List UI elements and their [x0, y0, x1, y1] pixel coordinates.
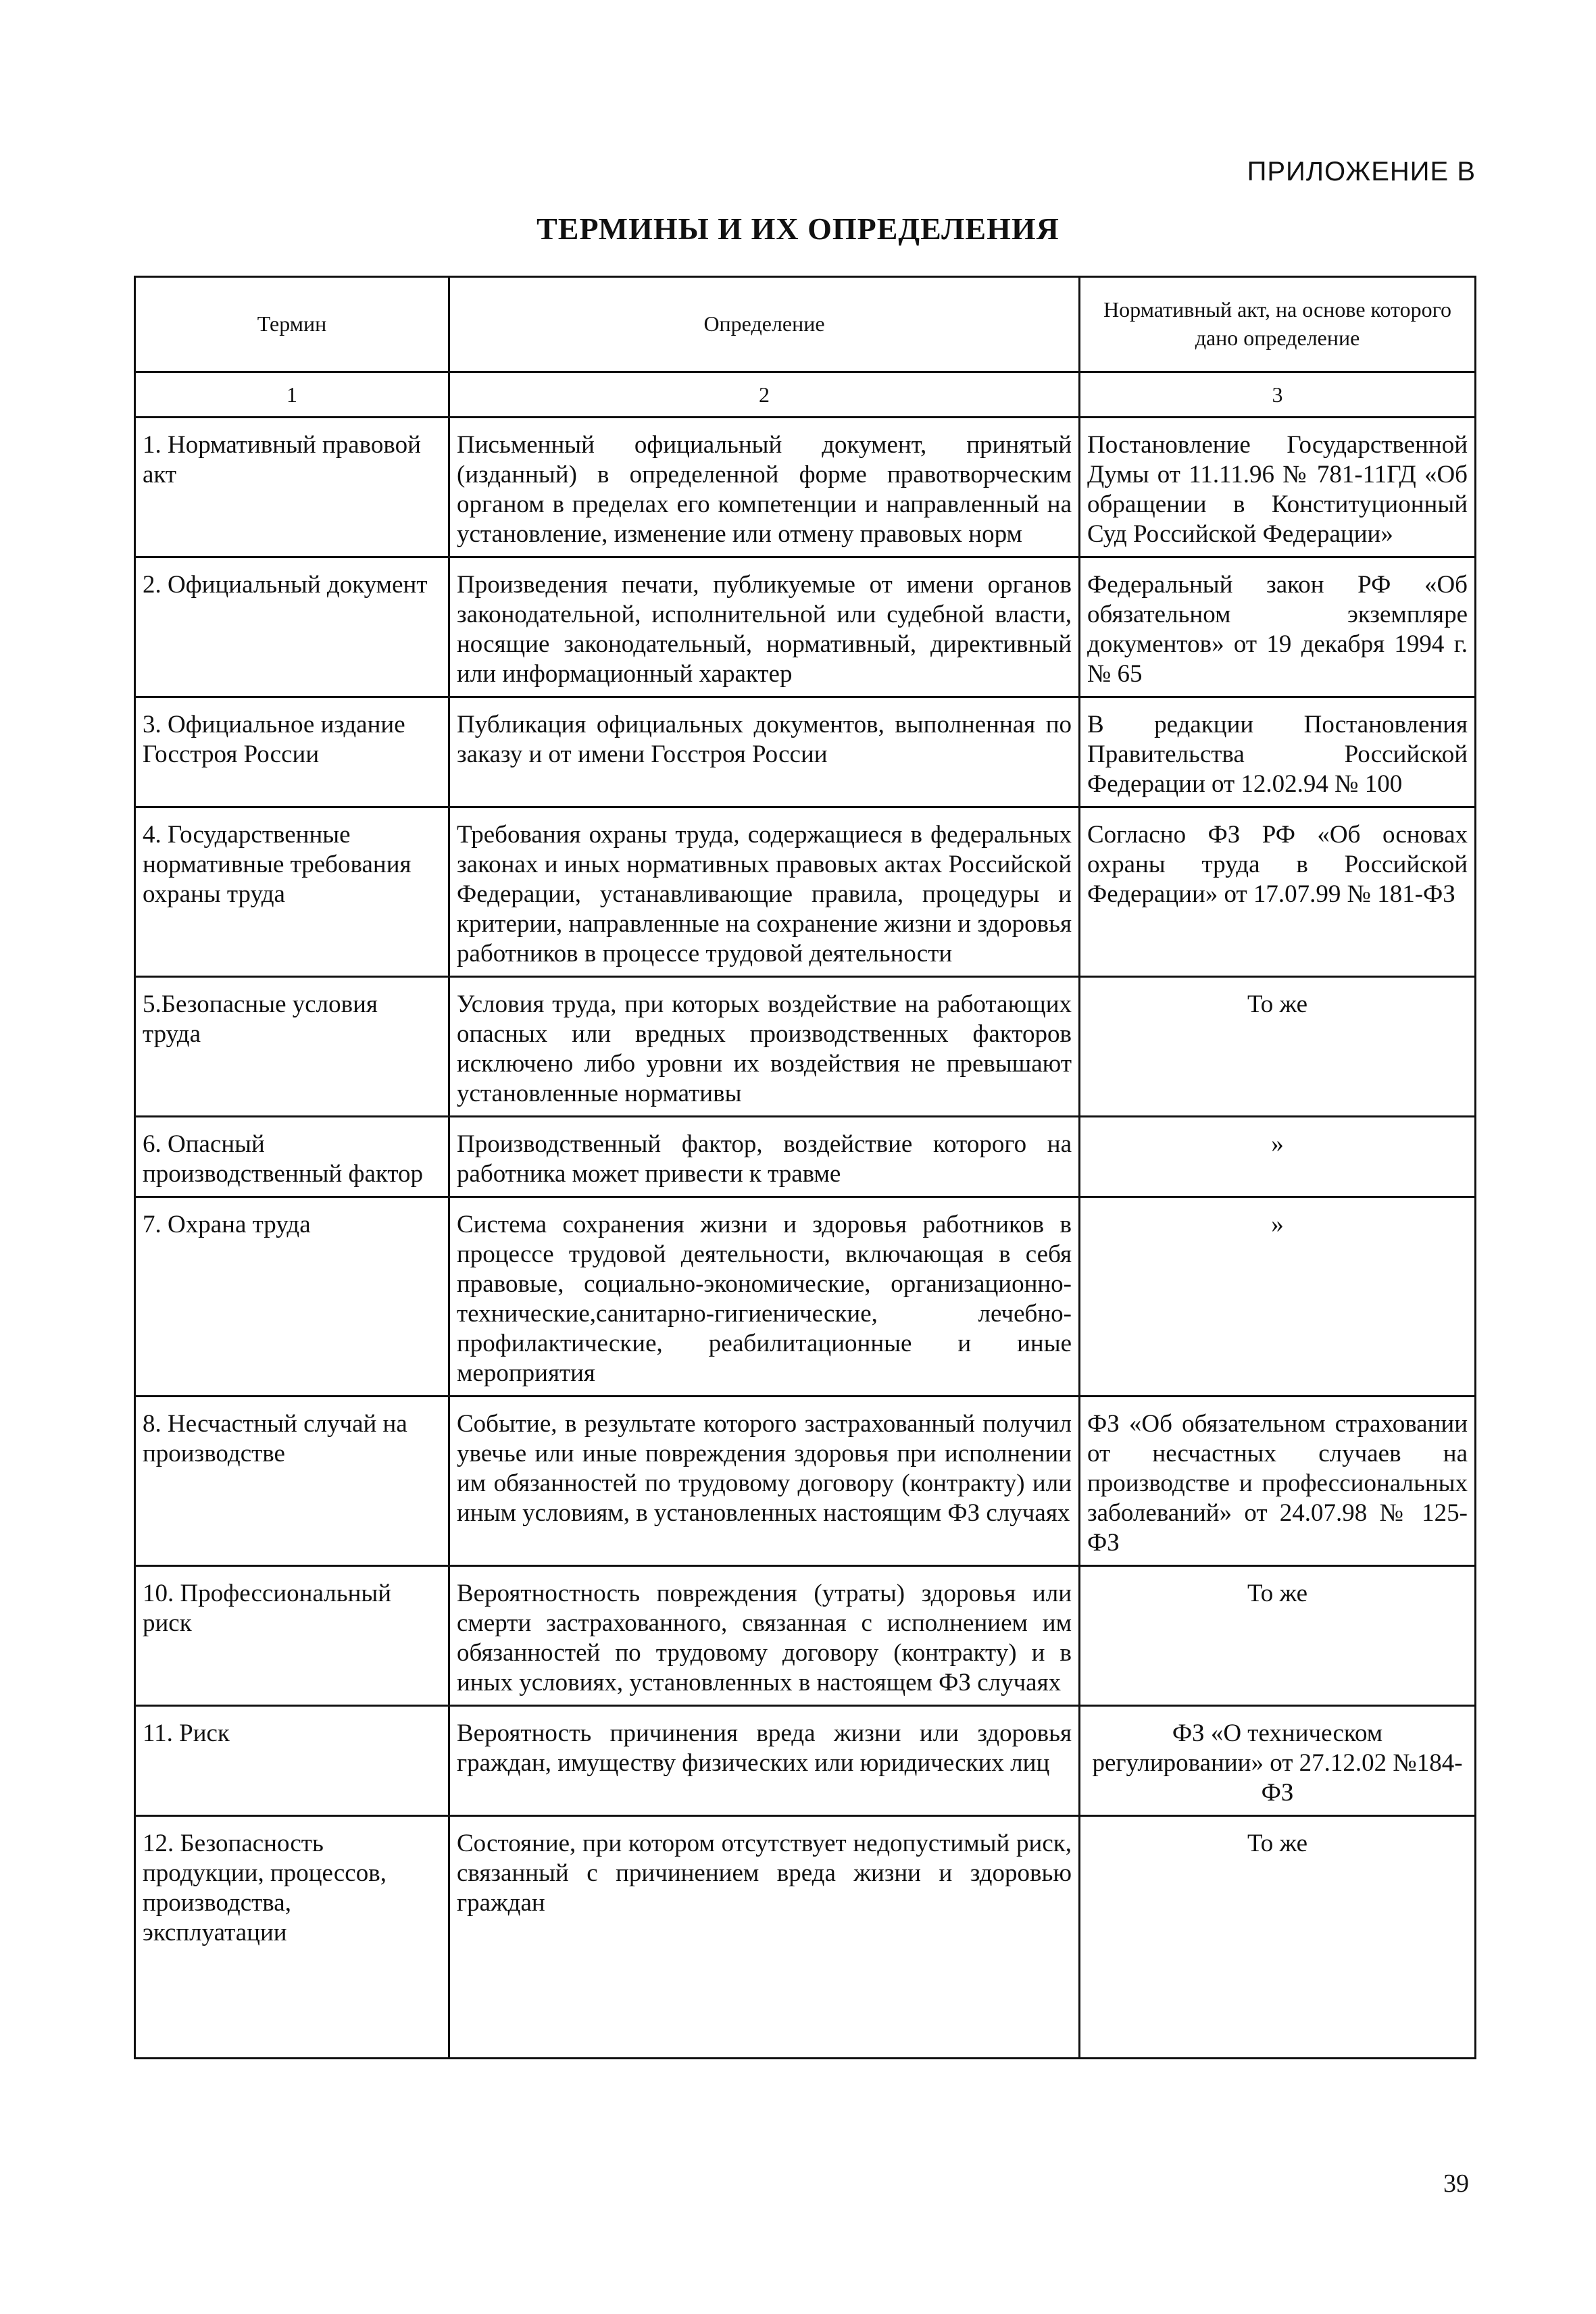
column-header-source: Нормативный акт, на основе которого дано определение	[1080, 277, 1476, 372]
source-cell: »	[1080, 1117, 1476, 1197]
source-cell: Федеральный закон РФ «Об обязательном экземпляре документов» от 19 декабря 1994 г. № 65	[1080, 557, 1476, 697]
page-title: ТЕРМИНЫ И ИХ ОПРЕДЕЛЕНИЯ	[537, 211, 1059, 246]
column-number-row	[135, 372, 1476, 418]
source-cell: Постановление Государственной Думы от 11.11.96 № 781-11ГД «Об обращении в Конституционный Суд Российской Федерации»	[1080, 418, 1476, 557]
term-cell: 10. Профессиональный риск	[135, 1566, 449, 1706]
term-cell: 1. Нормативный правовой акт	[135, 418, 449, 557]
source-cell: Согласно ФЗ РФ «Об основах охраны труда в Российской Федерации» от 17.07.99 № 181-ФЗ	[1080, 807, 1476, 977]
table-row	[135, 977, 1476, 1117]
definition-cell: Письменный официальный документ, принятый (изданный) в определенной форме правотворческим органом в пределах его компетенции и направленный на установление, изменение или отмену правовых норм	[449, 418, 1080, 557]
source-cell: ФЗ «О техническом регулировании» от 27.12.02 №184-ФЗ	[1080, 1706, 1476, 1816]
column-number: 2	[449, 372, 1080, 418]
table-row	[135, 418, 1476, 557]
table-body	[135, 418, 1476, 2059]
source-cell: То же	[1080, 1566, 1476, 1706]
table-row	[135, 1706, 1476, 1816]
column-number: 3	[1080, 372, 1476, 418]
definition-cell: Система сохранения жизни и здоровья работников в процессе трудовой деятельности, включающая в себя правовые, социально-экономические, организационно-технические,санитарно-гигиенические, лечебно-профилактические, реабилитационные и иные мероприятия	[449, 1197, 1080, 1397]
appendix-label: ПРИЛОЖЕНИЕ В	[1247, 157, 1476, 186]
table-row	[135, 1816, 1476, 2059]
table-row	[135, 697, 1476, 807]
terms-table	[134, 276, 1476, 2059]
column-header-definition: Определение	[449, 277, 1080, 372]
definition-cell: Произведения печати, публикуемые от имени органов законодательной, исполнительной или судебной власти, носящие законодательный, нормативный, директивный или информационный характер	[449, 557, 1080, 697]
table-row	[135, 1566, 1476, 1706]
term-cell: 6. Опасный производственный фактор	[135, 1117, 449, 1197]
source-cell: В редакции Постановления Правительства Российской Федерации от 12.02.94 № 100	[1080, 697, 1476, 807]
definition-cell: Событие, в результате которого застрахованный получил увечье или иные повреждения здоровья при исполнении им обязанностей по трудовому договору (контракту) или иным условиям, в установленных настоящим ФЗ случаях	[449, 1397, 1080, 1566]
definition-cell: Вероятность причинения вреда жизни или здоровья граждан, имуществу физических или юридических лиц	[449, 1706, 1080, 1816]
source-cell: »	[1080, 1197, 1476, 1397]
term-cell: 7. Охрана труда	[135, 1197, 449, 1397]
term-cell: 4. Государственные нормативные требования охраны труда	[135, 807, 449, 977]
term-cell: 8. Несчастный случай на производстве	[135, 1397, 449, 1566]
definition-cell: Состояние, при котором отсутствует недопустимый риск, связанный с причинением вреда жизни и здоровью граждан	[449, 1816, 1080, 2059]
table-row	[135, 1197, 1476, 1397]
definition-cell: Вероятностность повреждения (утраты) здоровья или смерти застрахованного, связанная с исполнением им обязанностей по трудовому договору (контракту) и в иных условиях, установленных в настоящем ФЗ случаях	[449, 1566, 1080, 1706]
page-number: 39	[1443, 2169, 1469, 2198]
table-row	[135, 557, 1476, 697]
table-header-row	[135, 277, 1476, 372]
column-header-term: Термин	[135, 277, 449, 372]
table-row	[135, 807, 1476, 977]
source-cell: ФЗ «Об обязательном страховании от несчастных случаев на производстве и профессиональных заболеваний» от 24.07.98 № 125-ФЗ	[1080, 1397, 1476, 1566]
definition-cell: Производственный фактор, воздействие которого на работника может привести к травме	[449, 1117, 1080, 1197]
source-cell: То же	[1080, 977, 1476, 1117]
term-cell: 12. Безопасность продукции, процессов, производства, эксплуатации	[135, 1816, 449, 2059]
definition-cell: Публикация официальных документов, выполненная по заказу и от имени Госстроя России	[449, 697, 1080, 807]
definition-cell: Условия труда, при которых воздействие на работающих опасных или вредных производственных факторов исключено либо уровни их воздействия не превышают установленные нормативы	[449, 977, 1080, 1117]
table-row	[135, 1117, 1476, 1197]
term-cell: 3. Официальное издание Госстроя России	[135, 697, 449, 807]
term-cell: 2. Официальный документ	[135, 557, 449, 697]
source-cell: То же	[1080, 1816, 1476, 2059]
term-cell: 5.Безопасные условия труда	[135, 977, 449, 1117]
column-number: 1	[135, 372, 449, 418]
term-cell: 11. Риск	[135, 1706, 449, 1816]
definition-cell: Требования охраны труда, содержащиеся в федеральных законах и иных нормативных правовых актах Российской Федерации, устанавливающие правила, процедуры и критерии, направленные на сохранение жизни и здоровья работников в процессе трудовой деятельности	[449, 807, 1080, 977]
table-row	[135, 1397, 1476, 1566]
